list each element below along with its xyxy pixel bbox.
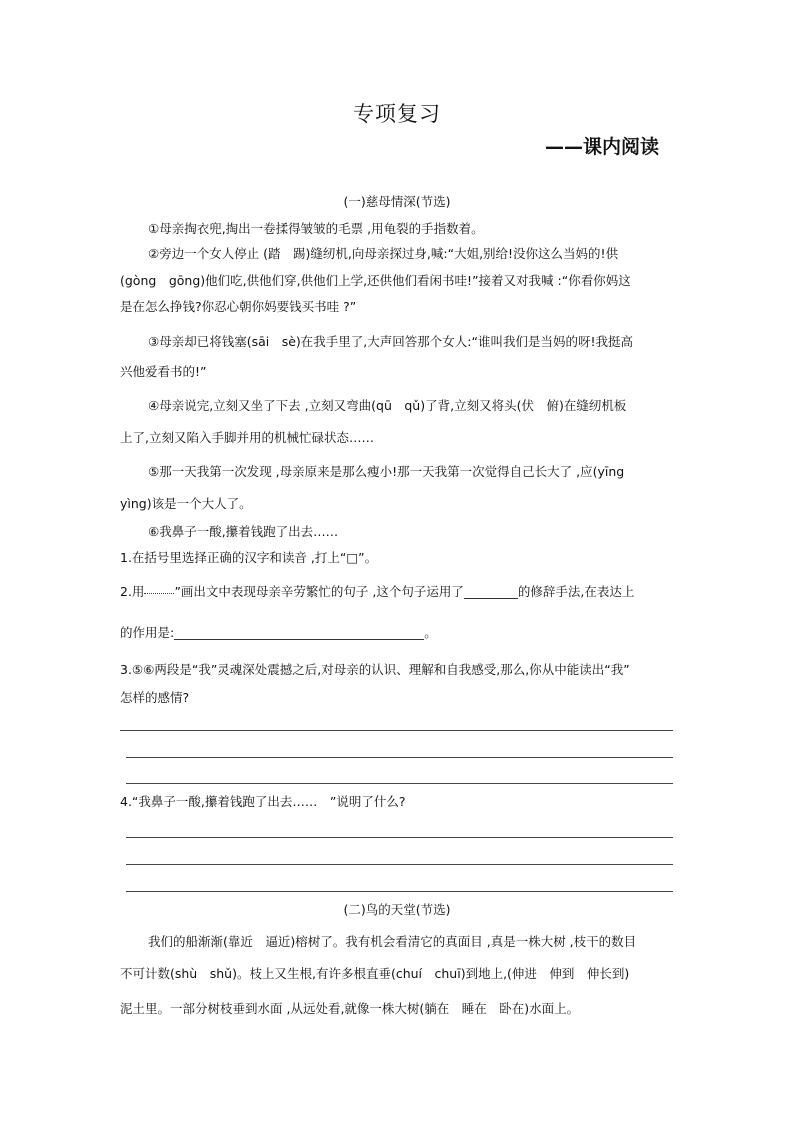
section-2-line-1: 我们的船渐渐(靠近 逼近)榕树了。我有机会看清它的真面目 ,真是一株大树 ,枝干的数目	[148, 934, 637, 949]
paragraph-2-line-1: ②旁边一个女人停止 (踏 踢)缝纫机,向母亲探过身,喊:“大姐,别给!没你这么当妈的!供	[148, 246, 619, 261]
paragraph-5-line-2: yìng)该是一个大人了。	[120, 496, 252, 511]
section-2-line-3: 泥土里。一部分树枝垂到水面 ,从远处看,就像一株大树(躺在 睡在 卧在)水面上。	[120, 1001, 580, 1016]
paragraph-2-line-3: 是在怎么挣钱?你忍心朝你妈要钱买书哇 ?”	[120, 299, 357, 314]
question-3-line-1: 3.⑤⑥两段是“我”灵魂深处震撼之后,对母亲的认识、理解和自我感受,那么,你从中能读出“我”	[120, 662, 630, 677]
answer-line-q3-1[interactable]	[120, 730, 673, 731]
question-2-line-1	[120, 582, 634, 600]
answer-line-q4-1[interactable]	[126, 837, 673, 838]
question-2-end-mark: 。	[424, 625, 437, 640]
wavy-underline-sample	[144, 583, 174, 594]
paragraph-4-line-2: 上了,立刻又陷入手脚并用的机械忙碌状态……	[120, 430, 374, 445]
question-2-prefix: 2.用	[120, 584, 145, 599]
paragraph-6: ⑥我鼻子一酸,攥着钱跑了出去……	[148, 524, 339, 539]
paragraph-4-line-1: ④母亲说完,立刻又坐了下去 ,立刻又弯曲(qū qǔ)了背,立刻又将头(伏 俯)在缝纫机板	[148, 398, 627, 413]
question-3-line-2: 怎样的感情?	[120, 690, 190, 705]
paragraph-2-line-2: (gòng gōng)他们吃,供他们穿,供他们上学,还供他们看闲书哇!”接着又对我喊 :“你看你妈这	[120, 273, 631, 288]
question-2-effect-label: 的作用是:	[120, 625, 175, 640]
question-2-text-end: 的修辞手法,在表达上	[517, 584, 635, 599]
page-subtitle: ——课内阅读	[545, 136, 660, 158]
section-1-heading: (一)慈母情深(节选)	[343, 194, 451, 209]
question-4: 4.“我鼻子一酸,攥着钱跑了出去…… ”说明了什么?	[120, 794, 406, 809]
question-1: 1.在括号里选择正确的汉字和读音 ,打上“□”。	[120, 550, 378, 565]
effect-answer-blank[interactable]	[174, 625, 424, 640]
answer-line-q3-2[interactable]	[126, 757, 673, 758]
answer-line-q3-3[interactable]	[126, 783, 673, 784]
paragraph-5-line-1: ⑤那一天我第一次发现 ,母亲原来是那么瘦小!那一天我第一次觉得自己长大了 ,应(yīng	[148, 464, 625, 479]
question-2-text: ”画出文中表现母亲辛劳繁忙的句子 ,这个句子运用了	[174, 584, 464, 599]
rhetoric-answer-blank[interactable]	[464, 584, 518, 599]
answer-line-q4-2[interactable]	[126, 864, 673, 865]
paragraph-1: ①母亲掏衣兜,掏出一卷揉得皱皱的毛票 ,用龟裂的手指数着。	[148, 221, 484, 236]
paragraph-3-line-2: 兴他爱看书的!”	[120, 364, 207, 379]
page-title: 专项复习	[353, 102, 441, 126]
section-2-line-2: 不可计数(shù shǔ)。枝上又生根,有许多根直垂(chuí chuī)到地上,(伸进 伸到 伸长到)	[120, 966, 630, 981]
question-2-line-2	[120, 623, 437, 641]
answer-line-q4-3[interactable]	[126, 891, 673, 892]
paragraph-3-line-1: ③母亲却已将钱塞(sāi sè)在我手里了,大声回答那个女人:“谁叫我们是当妈的呀!我挺高	[148, 334, 633, 349]
section-2-heading: (二)鸟的天堂(节选)	[343, 902, 451, 917]
